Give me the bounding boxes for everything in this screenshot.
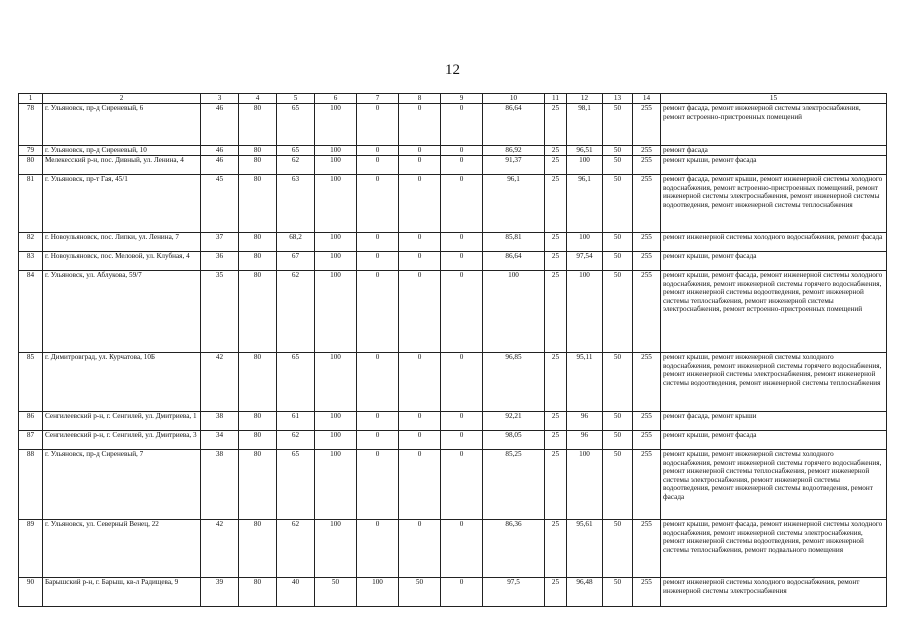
column-header-2: 2 — [43, 94, 201, 104]
table-cell-col-7: 0 — [357, 252, 399, 271]
table-cell-col-2: г. Новоульяновск, пос. Липки, ул. Ленина, 7 — [43, 233, 201, 252]
table-cell-col-7: 0 — [357, 271, 399, 353]
table-cell-col-1: 87 — [19, 431, 43, 450]
table-cell-col-13: 50 — [603, 578, 633, 607]
table-cell-col-2: г. Ульяновск, пр-т Гая, 45/1 — [43, 175, 201, 233]
table-cell-col-9: 0 — [441, 271, 483, 353]
table-cell-col-3: 45 — [201, 175, 239, 233]
table-row — [19, 431, 887, 450]
table-cell-col-9: 0 — [441, 578, 483, 607]
table-cell-col-14: 255 — [633, 431, 661, 450]
table-cell-col-3: 37 — [201, 233, 239, 252]
table-cell-col-15: ремонт крыши, ремонт инженерной системы холодного водоснабжения, ремонт инженерной системы горячего водоснабжения, ремонт инженерной системы электроснабжения, ремонт инженерной системы водоотведения, ремонт инженерной системы теплоснабжения — [661, 353, 887, 412]
table-cell-col-15: ремонт крыши, ремонт фасада, ремонт инженерной системы холодного водоснабжения, ремонт инженерной системы электроснабжения, ремонт инженерной системы водоотведения, ремонт инженерной системы теплоснабжения, ремонт подвального помещения — [661, 520, 887, 578]
table-cell-col-14: 255 — [633, 104, 661, 146]
table-cell-col-12: 100 — [567, 233, 603, 252]
table-cell-col-15: ремонт инженерной системы холодного водоснабжения, ремонт инженерной системы электроснабжения — [661, 578, 887, 607]
table-cell-col-6: 100 — [315, 175, 357, 233]
table-cell-col-10: 86,36 — [483, 520, 545, 578]
table-cell-col-2: Сенгилеевский р-н, г. Сенгилей, ул. Дмитриева, 3 — [43, 431, 201, 450]
table-cell-col-4: 80 — [239, 412, 277, 431]
table-cell-col-6: 50 — [315, 578, 357, 607]
table-cell-col-7: 100 — [357, 578, 399, 607]
table-cell-col-3: 46 — [201, 104, 239, 146]
table-cell-col-8: 0 — [399, 252, 441, 271]
column-header-4: 4 — [239, 94, 277, 104]
table-cell-col-5: 61 — [277, 412, 315, 431]
table-cell-col-11: 25 — [545, 156, 567, 175]
table-cell-col-8: 0 — [399, 156, 441, 175]
column-header-6: 6 — [315, 94, 357, 104]
table-cell-col-5: 65 — [277, 146, 315, 156]
table-cell-col-13: 50 — [603, 104, 633, 146]
data-table — [18, 93, 887, 607]
table-cell-col-1: 85 — [19, 353, 43, 412]
table-row — [19, 353, 887, 412]
table-cell-col-6: 100 — [315, 271, 357, 353]
table-cell-col-12: 96,1 — [567, 175, 603, 233]
table-cell-col-14: 255 — [633, 175, 661, 233]
column-header-1: 1 — [19, 94, 43, 104]
column-header-7: 7 — [357, 94, 399, 104]
table-row — [19, 578, 887, 607]
table-row — [19, 156, 887, 175]
table-row — [19, 252, 887, 271]
table-cell-col-3: 36 — [201, 252, 239, 271]
table-cell-col-6: 100 — [315, 353, 357, 412]
table-cell-col-1: 88 — [19, 450, 43, 520]
table-cell-col-15: ремонт крыши, ремонт фасада, ремонт инженерной системы холодного водоснабжения, ремонт инженерной системы горячего водоснабжения, ремонт инженерной системы водоотведения, ремонт инженерной системы теплоснабжения, ремонт инженерной системы электроснабжения, ремонт встроенно-пристроенных помещений — [661, 271, 887, 353]
table-cell-col-8: 50 — [399, 578, 441, 607]
table-cell-col-7: 0 — [357, 104, 399, 146]
table-cell-col-10: 85,81 — [483, 233, 545, 252]
table-cell-col-3: 35 — [201, 271, 239, 353]
table-row — [19, 271, 887, 353]
table-cell-col-12: 98,1 — [567, 104, 603, 146]
table-cell-col-13: 50 — [603, 431, 633, 450]
table-cell-col-14: 255 — [633, 271, 661, 353]
table-cell-col-5: 63 — [277, 175, 315, 233]
table-cell-col-12: 96 — [567, 412, 603, 431]
table-cell-col-15: ремонт крыши, ремонт инженерной системы холодного водоснабжения, ремонт инженерной системы горячего водоснабжения, ремонт инженерной системы теплоснабжения, ремонт инженерной системы электроснабжения, ремонт инженерной системы водоотведения, ремонт инженерной системы водоотведения, ремонт фасада — [661, 450, 887, 520]
column-header-13: 13 — [603, 94, 633, 104]
table-cell-col-9: 0 — [441, 412, 483, 431]
table-cell-col-13: 50 — [603, 450, 633, 520]
table-cell-col-3: 42 — [201, 520, 239, 578]
table-cell-col-10: 96,1 — [483, 175, 545, 233]
table-cell-col-12: 95,61 — [567, 520, 603, 578]
table-cell-col-10: 91,37 — [483, 156, 545, 175]
table-cell-col-2: Сенгилеевский р-н, г. Сенгилей, ул. Дмитриева, 1 — [43, 412, 201, 431]
table-row — [19, 175, 887, 233]
table-cell-col-13: 50 — [603, 412, 633, 431]
table-cell-col-9: 0 — [441, 104, 483, 146]
table-cell-col-8: 0 — [399, 450, 441, 520]
table-cell-col-5: 62 — [277, 520, 315, 578]
table-cell-col-1: 90 — [19, 578, 43, 607]
table-cell-col-12: 96 — [567, 431, 603, 450]
table-cell-col-6: 100 — [315, 146, 357, 156]
table-cell-col-10: 86,64 — [483, 252, 545, 271]
table-cell-col-9: 0 — [441, 233, 483, 252]
table-row — [19, 412, 887, 431]
table-cell-col-4: 80 — [239, 175, 277, 233]
table-cell-col-8: 0 — [399, 412, 441, 431]
table-cell-col-7: 0 — [357, 233, 399, 252]
table-cell-col-11: 25 — [545, 412, 567, 431]
table-cell-col-15: ремонт фасада, ремонт крыши, ремонт инженерной системы холодного водоснабжения, ремонт встроенно-пристроенных помещений, ремонт инженерной системы электроснабжения, ремонт инженерной системы водоотведения, ремонт инженерной системы теплоснабжения — [661, 175, 887, 233]
table-cell-col-6: 100 — [315, 520, 357, 578]
table-cell-col-15: ремонт фасада, ремонт крыши — [661, 412, 887, 431]
table-cell-col-14: 255 — [633, 156, 661, 175]
table-cell-col-14: 255 — [633, 450, 661, 520]
table-cell-col-11: 25 — [545, 450, 567, 520]
table-cell-col-10: 86,64 — [483, 104, 545, 146]
table-cell-col-7: 0 — [357, 175, 399, 233]
table-cell-col-13: 50 — [603, 175, 633, 233]
table-cell-col-10: 86,92 — [483, 146, 545, 156]
table-cell-col-8: 0 — [399, 146, 441, 156]
table-cell-col-10: 98,05 — [483, 431, 545, 450]
table-cell-col-5: 62 — [277, 271, 315, 353]
column-header-10: 10 — [483, 94, 545, 104]
table-cell-col-13: 50 — [603, 520, 633, 578]
table-cell-col-13: 50 — [603, 156, 633, 175]
column-header-9: 9 — [441, 94, 483, 104]
table-cell-col-8: 0 — [399, 175, 441, 233]
table-cell-col-1: 89 — [19, 520, 43, 578]
table-row — [19, 520, 887, 578]
column-header-14: 14 — [633, 94, 661, 104]
table-cell-col-2: г. Димитровград, ул. Курчатова, 10Б — [43, 353, 201, 412]
table-cell-col-8: 0 — [399, 353, 441, 412]
table-cell-col-12: 96,48 — [567, 578, 603, 607]
column-header-11: 11 — [545, 94, 567, 104]
table-cell-col-14: 255 — [633, 233, 661, 252]
table-cell-col-5: 65 — [277, 104, 315, 146]
table-cell-col-9: 0 — [441, 175, 483, 233]
table-cell-col-5: 40 — [277, 578, 315, 607]
table-cell-col-5: 67 — [277, 252, 315, 271]
table-cell-col-1: 81 — [19, 175, 43, 233]
table-cell-col-11: 25 — [545, 353, 567, 412]
table-cell-col-13: 50 — [603, 353, 633, 412]
table-cell-col-9: 0 — [441, 146, 483, 156]
table-cell-col-2: г. Ульяновск, пр-д Сиреневый, 6 — [43, 104, 201, 146]
table-cell-col-10: 97,5 — [483, 578, 545, 607]
table-cell-col-7: 0 — [357, 431, 399, 450]
table-cell-col-9: 0 — [441, 520, 483, 578]
table-body — [19, 104, 887, 607]
table-cell-col-3: 38 — [201, 450, 239, 520]
table-cell-col-9: 0 — [441, 431, 483, 450]
column-header-8: 8 — [399, 94, 441, 104]
table-cell-col-7: 0 — [357, 156, 399, 175]
table-cell-col-7: 0 — [357, 450, 399, 520]
table-cell-col-14: 255 — [633, 353, 661, 412]
table-cell-col-4: 80 — [239, 520, 277, 578]
table-cell-col-14: 255 — [633, 146, 661, 156]
table-cell-col-2: г. Ульяновск, ул. Северный Венец, 22 — [43, 520, 201, 578]
table-cell-col-2: г. Новоульяновск, пос. Меловой, ул. Клубная, 4 — [43, 252, 201, 271]
table-cell-col-12: 100 — [567, 271, 603, 353]
table-cell-col-10: 92,21 — [483, 412, 545, 431]
table-cell-col-2: г. Ульяновск, пр-д Сиреневый, 10 — [43, 146, 201, 156]
table-cell-col-7: 0 — [357, 412, 399, 431]
table-cell-col-7: 0 — [357, 353, 399, 412]
table-cell-col-11: 25 — [545, 233, 567, 252]
table-cell-col-4: 80 — [239, 431, 277, 450]
table-cell-col-15: ремонт крыши, ремонт фасада — [661, 431, 887, 450]
table-cell-col-6: 100 — [315, 104, 357, 146]
table-cell-col-11: 25 — [545, 252, 567, 271]
table-cell-col-3: 39 — [201, 578, 239, 607]
table-cell-col-4: 80 — [239, 578, 277, 607]
table-cell-col-10: 85,25 — [483, 450, 545, 520]
table-cell-col-1: 86 — [19, 412, 43, 431]
table-cell-col-3: 34 — [201, 431, 239, 450]
table-cell-col-1: 84 — [19, 271, 43, 353]
table-cell-col-8: 0 — [399, 104, 441, 146]
table-cell-col-4: 80 — [239, 450, 277, 520]
table-cell-col-12: 97,54 — [567, 252, 603, 271]
table-cell-col-6: 100 — [315, 156, 357, 175]
table-cell-col-6: 100 — [315, 450, 357, 520]
table-cell-col-4: 80 — [239, 271, 277, 353]
table-cell-col-6: 100 — [315, 252, 357, 271]
table-cell-col-10: 100 — [483, 271, 545, 353]
table-cell-col-1: 82 — [19, 233, 43, 252]
table-cell-col-5: 62 — [277, 431, 315, 450]
table-cell-col-2: г. Ульяновск, ул. Аблукова, 59/7 — [43, 271, 201, 353]
table-row — [19, 104, 887, 146]
table-cell-col-4: 80 — [239, 252, 277, 271]
column-header-3: 3 — [201, 94, 239, 104]
table-cell-col-13: 50 — [603, 252, 633, 271]
table-cell-col-4: 80 — [239, 146, 277, 156]
table-cell-col-5: 68,2 — [277, 233, 315, 252]
column-header-5: 5 — [277, 94, 315, 104]
table-cell-col-6: 100 — [315, 412, 357, 431]
table-cell-col-7: 0 — [357, 520, 399, 578]
table-cell-col-12: 96,51 — [567, 146, 603, 156]
table-cell-col-10: 96,85 — [483, 353, 545, 412]
table-cell-col-2: Мелекесский р-н, пос. Дивный, ул. Ленина, 4 — [43, 156, 201, 175]
table-cell-col-1: 78 — [19, 104, 43, 146]
table-cell-col-6: 100 — [315, 233, 357, 252]
table-cell-col-1: 80 — [19, 156, 43, 175]
table-cell-col-11: 25 — [545, 104, 567, 146]
table-cell-col-4: 80 — [239, 156, 277, 175]
table-cell-col-4: 80 — [239, 104, 277, 146]
table-cell-col-12: 95,11 — [567, 353, 603, 412]
table-cell-col-5: 65 — [277, 353, 315, 412]
table-cell-col-5: 62 — [277, 156, 315, 175]
table-cell-col-11: 25 — [545, 578, 567, 607]
table-cell-col-14: 255 — [633, 520, 661, 578]
table-cell-col-11: 25 — [545, 271, 567, 353]
table-cell-col-1: 79 — [19, 146, 43, 156]
table-cell-col-14: 255 — [633, 252, 661, 271]
table-cell-col-9: 0 — [441, 353, 483, 412]
table-cell-col-11: 25 — [545, 520, 567, 578]
table-cell-col-12: 100 — [567, 156, 603, 175]
column-header-12: 12 — [567, 94, 603, 104]
table-cell-col-9: 0 — [441, 156, 483, 175]
table-cell-col-3: 42 — [201, 353, 239, 412]
table-cell-col-13: 50 — [603, 146, 633, 156]
table-cell-col-15: ремонт крыши, ремонт фасада — [661, 252, 887, 271]
table-cell-col-8: 0 — [399, 233, 441, 252]
table-cell-col-9: 0 — [441, 252, 483, 271]
table-cell-col-2: Барышский р-н, г. Барыш, кв-л Радищева, 9 — [43, 578, 201, 607]
table-cell-col-13: 50 — [603, 233, 633, 252]
table-cell-col-15: ремонт крыши, ремонт фасада — [661, 156, 887, 175]
column-header-15: 15 — [661, 94, 887, 104]
table-cell-col-15: ремонт фасада, ремонт инженерной системы электроснабжения, ремонт встроенно-пристроенных помещений — [661, 104, 887, 146]
table-cell-col-11: 25 — [545, 175, 567, 233]
table-cell-col-4: 80 — [239, 233, 277, 252]
table-cell-col-7: 0 — [357, 146, 399, 156]
table-cell-col-8: 0 — [399, 431, 441, 450]
table-cell-col-3: 38 — [201, 412, 239, 431]
table-cell-col-11: 25 — [545, 431, 567, 450]
table-cell-col-15: ремонт фасада — [661, 146, 887, 156]
table-row — [19, 146, 887, 156]
table-cell-col-11: 25 — [545, 146, 567, 156]
table-cell-col-14: 255 — [633, 412, 661, 431]
table-cell-col-14: 255 — [633, 578, 661, 607]
table-cell-col-13: 50 — [603, 271, 633, 353]
table-row — [19, 233, 887, 252]
table-cell-col-15: ремонт инженерной системы холодного водоснабжения, ремонт фасада — [661, 233, 887, 252]
table-row — [19, 450, 887, 520]
table-cell-col-4: 80 — [239, 353, 277, 412]
table-cell-col-5: 65 — [277, 450, 315, 520]
page-number: 12 — [445, 62, 460, 78]
table-cell-col-3: 46 — [201, 156, 239, 175]
table-cell-col-12: 100 — [567, 450, 603, 520]
table-cell-col-2: г. Ульяновск, пр-д Сиреневый, 7 — [43, 450, 201, 520]
table-cell-col-3: 46 — [201, 146, 239, 156]
table-cell-col-8: 0 — [399, 271, 441, 353]
header-row — [19, 94, 887, 104]
table-cell-col-1: 83 — [19, 252, 43, 271]
table-cell-col-8: 0 — [399, 520, 441, 578]
table-cell-col-6: 100 — [315, 431, 357, 450]
table-cell-col-9: 0 — [441, 450, 483, 520]
